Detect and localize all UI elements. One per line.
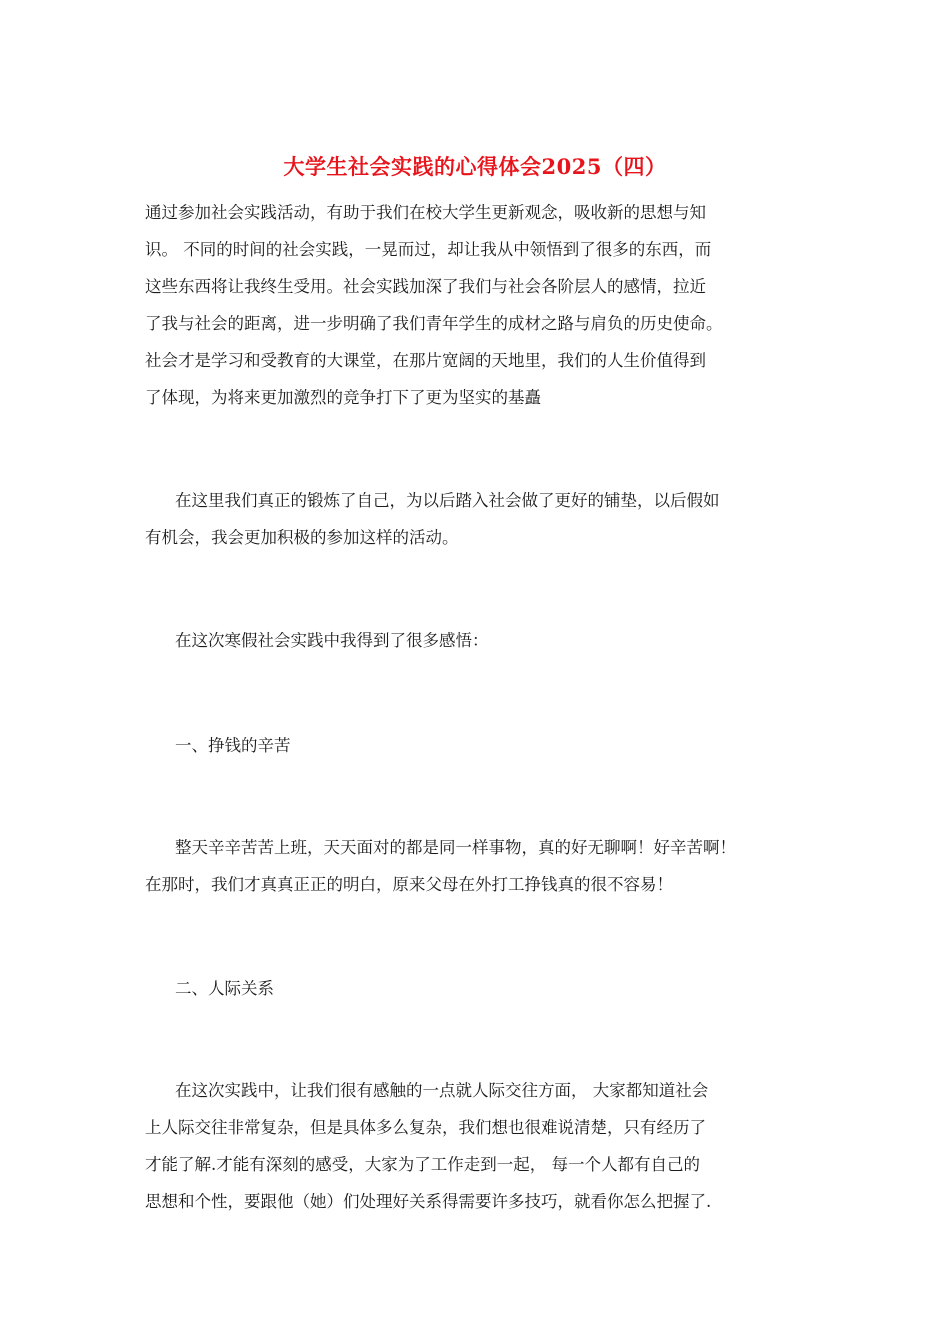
- paragraph-insights-intro: [145, 622, 815, 659]
- text-line: 在那时，我们才真真正正的明白，原来父母在外打工挣钱真的很不容易！: [145, 875, 673, 894]
- paragraph-relationships: [145, 1072, 815, 1220]
- text-line: 通过参加社会实践活动，有助于我们在校大学生更新观念，吸收新的思想与知: [145, 203, 706, 222]
- text-line: 整天辛辛苦苦上班，天天面对的都是同一样事物，真的好无聊啊！好辛苦啊！: [175, 838, 736, 857]
- text-line: 思想和个性，要跟他（她）们处理好关系得需要许多技巧，就看你怎么把握了.: [145, 1192, 712, 1211]
- section-heading-1: [145, 727, 815, 764]
- text-line: 社会才是学习和受教育的大课堂，在那片宽阔的天地里，我们的人生价值得到: [145, 351, 706, 370]
- section-heading: 一、挣钱的辛苦: [175, 736, 291, 755]
- text-line: 在这次实践中，让我们很有感触的一点就人际交往方面， 大家都知道社会: [175, 1081, 709, 1100]
- text-line: 这些东西将让我终生受用。社会实践加深了我们与社会各阶层人的感情，拉近: [145, 277, 706, 296]
- paragraph-training: [145, 482, 815, 556]
- document-title: 大学生社会实践的心得体会2025（四）: [283, 154, 667, 179]
- section-heading-2: [145, 970, 815, 1007]
- text-line: 上人际交往非常复杂，但是具体多么复杂，我们想也很难说清楚，只有经历了: [145, 1118, 706, 1137]
- text-line: 了我与社会的距离，进一步明确了我们青年学生的成材之路与肩负的历史使命。: [145, 314, 723, 333]
- text-line: 在这里我们真正的锻炼了自己，为以后踏入社会做了更好的铺垫，以后假如: [175, 491, 720, 510]
- text-line: 才能了解.才能有深刻的感受，大家为了工作走到一起， 每一个人都有自己的: [145, 1155, 700, 1174]
- section-heading: 二、人际关系: [175, 979, 274, 998]
- paragraph-intro: [145, 194, 815, 416]
- text-line: 有机会，我会更加积极的参加这样的活动。: [145, 528, 459, 547]
- text-line: 识。 不同的时间的社会实践，一晃而过，却让我从中领悟到了很多的东西，而: [145, 240, 712, 259]
- paragraph-earning-hardship: [145, 829, 815, 903]
- text-line: 了体现，为将来更加激烈的竞争打下了更为坚实的基矗: [145, 388, 541, 407]
- text-line: 在这次寒假社会实践中我得到了很多感悟：: [175, 631, 489, 650]
